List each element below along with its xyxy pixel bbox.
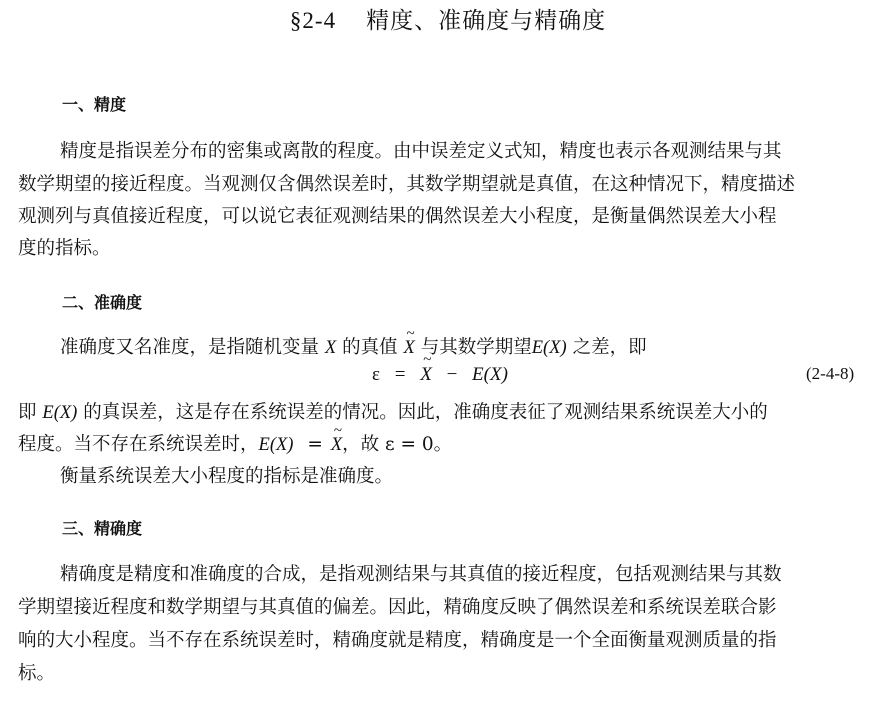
paragraph-line: 精度是指误差分布的密集或离散的程度。由中误差定义式知，精度也表示各观测结果与其 <box>60 141 782 162</box>
text-run: 之差，即 <box>572 337 647 358</box>
math-expectation: E(X) <box>258 435 294 455</box>
math-equals: = <box>307 434 323 455</box>
math-minus: − <box>446 364 458 385</box>
text-run: 与其数学期望 <box>420 337 532 358</box>
paragraph-line <box>60 333 647 359</box>
math-true-value: ~ X <box>331 435 342 456</box>
paragraph-line: 学期望接近程度和数学期望与其真值的偏差。因此，精确度反映了偶然误差和系统误差联合影 <box>18 597 777 618</box>
math-expectation: E(X) <box>472 364 508 385</box>
paragraph-line <box>18 398 768 424</box>
math-true-value: ~ X <box>420 364 432 386</box>
math-equals: = <box>394 364 406 385</box>
paragraph-line: 响的大小程度。当不存在系统误差时，精确度就是精度，精确度是一个全面衡量观测质量的指 <box>18 630 777 651</box>
math-epsilon: ε <box>372 364 380 385</box>
text-run: ，故 ε = 0。 <box>342 434 453 455</box>
heading-precision: 一、精度 <box>62 95 127 114</box>
math-expectation: E(X) <box>531 338 567 358</box>
paragraph-line: 标。 <box>18 663 56 684</box>
paragraph-line: 观测列与真值接近程度，可以说它表征观测结果的偶然误差大小程度，是衡量偶然误差大小程 <box>18 206 777 227</box>
math-true-value: ~ X <box>404 338 415 359</box>
section-title-text: 精度、准确度与精确度 <box>366 8 607 34</box>
section-title <box>0 2 896 35</box>
text-run: 的真值 <box>342 337 398 358</box>
heading-accuracy: 二、准确度 <box>62 293 143 312</box>
paragraph-line <box>18 430 452 456</box>
paragraph-line: 数学期望的接近程度。当观测仅含偶然误差时，其数学期望就是真值，在这种情况下，精度描述 <box>18 174 796 195</box>
heading-precision-accuracy: 三、精确度 <box>62 519 143 538</box>
math-variable: X <box>324 338 337 358</box>
text-run: 即 <box>18 402 37 423</box>
equation-number: (2-4-8) <box>806 364 855 383</box>
paragraph-line: 衡量系统误差大小程度的指标是准确度。 <box>60 466 394 487</box>
section-number: §2-4 <box>289 8 337 33</box>
equation <box>372 364 508 386</box>
paragraph-line: 度的指标。 <box>18 238 111 259</box>
paragraph-line: 精确度是精度和准确度的合成，是指观测结果与其真值的接近程度，包括观测结果与其数 <box>60 564 782 585</box>
text-run: 程度。当不存在系统误差时， <box>18 434 259 455</box>
math-expectation: E(X) <box>42 403 78 423</box>
text-run: 的真误差，这是存在系统误差的情况。因此，准确度表征了观测结果系统误差大小的 <box>83 402 768 423</box>
text-run: 准确度又名准度，是指随机变量 <box>60 337 320 358</box>
